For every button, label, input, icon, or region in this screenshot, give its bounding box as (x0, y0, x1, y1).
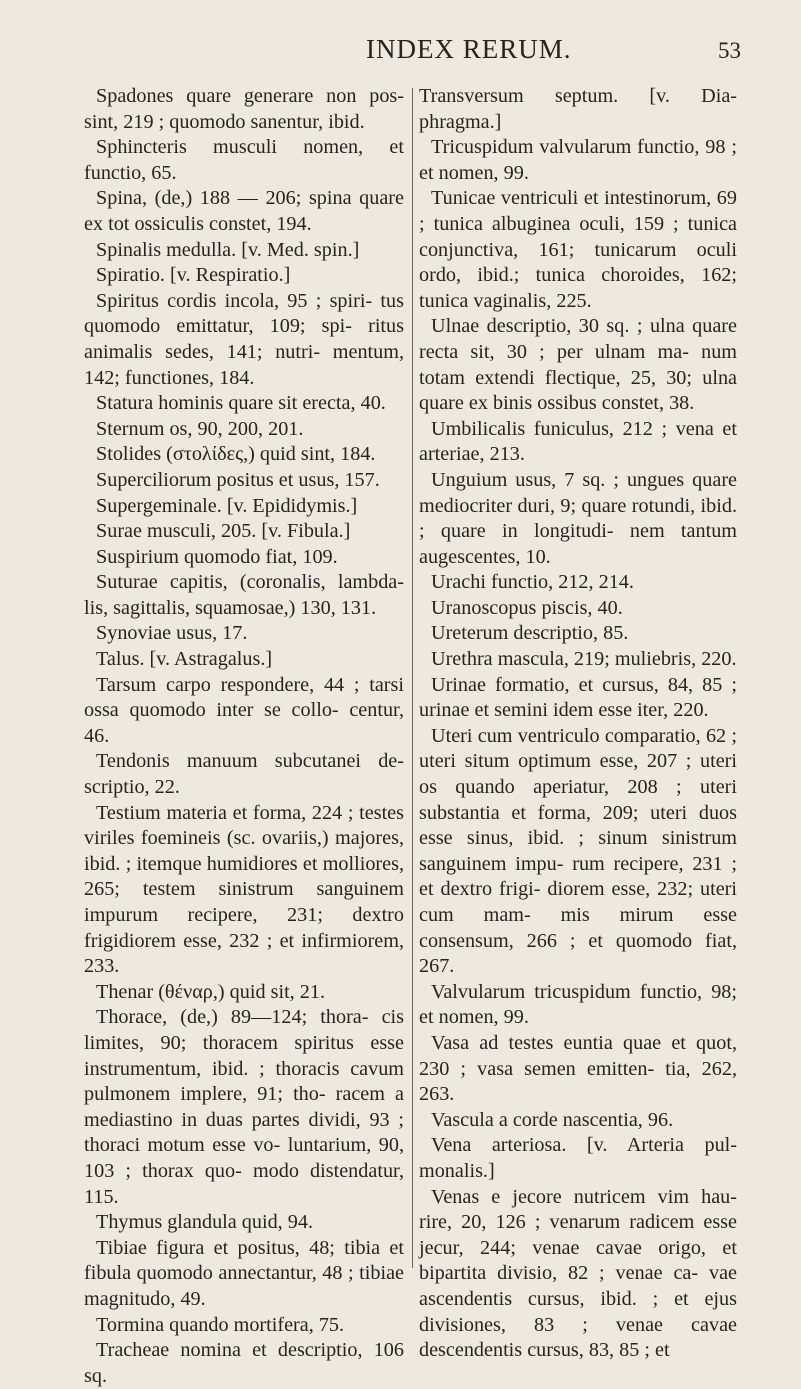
index-entry: Testium materia et forma, 224 ; testes viriles foemineis (sc. ovariis,) majores, ibid. ; itemque humidiores et molliores, 265; testem sinistrum sanguinem impurum recipere, 231; dextro frigidiorem esse, 232 ; et infirmiorem, 233. (84, 801, 404, 978)
left-index-column (84, 84, 404, 1389)
index-entry: Statura hominis quare sit erecta, 40. (96, 392, 386, 415)
index-entry: Urethra mascula, 219; muliebris, 220. (431, 648, 737, 671)
index-entry: Thymus glandula quid, 94. (96, 1211, 313, 1234)
right-index-column (419, 84, 737, 1364)
index-entry: Stolides (στολίδες,) quid sint, 184. (96, 443, 376, 466)
index-entry: Tendonis manuum subcutanei de- scriptio, 22. (84, 750, 404, 799)
index-entry: Umbilicalis funiculus, 212 ; vena et arteriae, 213. (419, 417, 737, 466)
index-entry: Unguium usus, 7 sq. ; ungues quare mediocriter duri, 9; quare rotundi, ibid. ; quare in longitudi- nem tantum augescentes, 10. (419, 468, 737, 568)
index-entry: Spadones quare generare non pos- sint, 219 ; quomodo sanentur, ibid. (84, 85, 404, 133)
index-entry: Superciliorum positus et usus, 157. (96, 468, 380, 491)
header-title: INDEX RERUM. (366, 34, 572, 64)
index-entry: Uranoscopus piscis, 40. (431, 596, 623, 619)
index-entry: Suturae capitis, (coronalis, lambda- lis, sagittalis, squamosae,) 130, 131. (84, 571, 404, 619)
index-entry: Transversum septum. [v. Dia- phragma.] (419, 85, 737, 133)
running-header (0, 30, 801, 70)
index-entry: Spiratio. [v. Respiratio.] (96, 264, 291, 287)
index-entry: Tarsum carpo respondere, 44 ; tarsi ossa quomodo inter se collo- centur, 46. (84, 673, 404, 747)
index-entry: Thorace, (de,) 89—124; thora- cis limites, 90; thoracem spiritus esse instrumentum, ibid. ; thoracis cavum pulmonem implere, 91; tho- racem a mediastino in duas partes dividi, 93 ; thoraci motum esse vo- luntarium, 90, 103 ; thorax quo- modo distendatur, 115. (84, 1006, 404, 1208)
index-entry: Vena arteriosa. [v. Arteria pul- monalis.] (419, 1134, 737, 1182)
index-entry: Spiritus cordis incola, 95 ; spiri- tus quomodo emittatur, 109; spi- ritus animalis sedes, 141; nutri- mentum, 142; functiones, 184. (84, 289, 404, 389)
index-entry: Venas e jecore nutricem vim hau- rire, 20, 126 ; venarum radicem esse jecur, 244; venae cavae origo, et bipartita divisio, 82 ; venae ca- vae ascendentis cursus, ibid. ; et ejus divisiones, 83 ; venae cavae descendentis cursus, 83, 85 ; et (419, 1185, 737, 1362)
index-entry: Surae musculi, 205. [v. Fibula.] (96, 520, 351, 543)
index-entry: Urinae formatio, et cursus, 84, 85 ; urinae et semini idem esse iter, 220. (419, 673, 737, 722)
column-divider (412, 88, 413, 1268)
index-entry: Synoviae usus, 17. (96, 622, 248, 645)
index-entry: Tibiae figura et positus, 48; tibia et fibula quomodo annectantur, 48 ; tibiae magnitudo, 49. (84, 1236, 404, 1310)
index-entry: Sternum os, 90, 200, 201. (96, 417, 304, 440)
index-entry: Supergeminale. [v. Epididymis.] (96, 494, 358, 517)
index-entry: Uteri cum ventriculo comparatio, 62 ; uteri situm optimum esse, 207 ; uteri os quando aperiatur, 208 ; uteri substantia et forma, 209; uteri duos esse sinus, ibid. ; sinum sinistrum sanguinem impu- rum recipere, 231 ; et dextro frigi- diorem esse, 232; uteri cum mam- mis mirum esse consensum, 266 ; et quomodo fiat, 267. (419, 724, 737, 978)
index-entry: Tunicae ventriculi et intestinorum, 69 ; tunica albuginea oculi, 159 ; tunica conjunctiva, 161; tunicarum oculi ordo, ibid.; tunica choroides, 162; tunica vaginalis, 225. (419, 187, 737, 312)
index-entry: Sphincteris musculi nomen, et functio, 65. (84, 136, 404, 184)
index-entry: Tormina quando mortifera, 75. (96, 1313, 345, 1336)
index-entry: Vasa ad testes euntia quae et quot, 230 ; vasa semen emitten- tia, 262, 263. (419, 1031, 737, 1106)
index-entry: Tracheae nomina et descriptio, 106 sq. (84, 1339, 404, 1387)
index-entry: Ureterum descriptio, 85. (431, 622, 629, 645)
index-entry: Vascula a corde nascentia, 96. (431, 1108, 674, 1131)
index-entry: Ulnae descriptio, 30 sq. ; ulna quare recta sit, 30 ; per ulnam ma- num totam extendi flectique, 25, 30; ulna quare ex binis ossibus constet, 38. (419, 315, 737, 415)
index-entry: Urachi functio, 212, 214. (431, 571, 634, 594)
index-entry: Spina, (de,) 188 — 206; spina quare ex tot ossiculis constet, 194. (84, 187, 404, 235)
index-entry: Thenar (θέναρ,) quid sit, 21. (96, 980, 326, 1003)
index-entry: Valvularum tricuspidum functio, 98; et nomen, 99. (419, 980, 737, 1029)
index-entry: Spinalis medulla. [v. Med. spin.] (96, 238, 360, 261)
index-entry: Talus. [v. Astragalus.] (96, 648, 273, 671)
page-number: 53 (718, 38, 741, 63)
index-entry: Suspirium quomodo fiat, 109. (96, 545, 338, 568)
index-entry: Tricuspidum valvularum functio, 98 ; et nomen, 99. (419, 136, 737, 184)
